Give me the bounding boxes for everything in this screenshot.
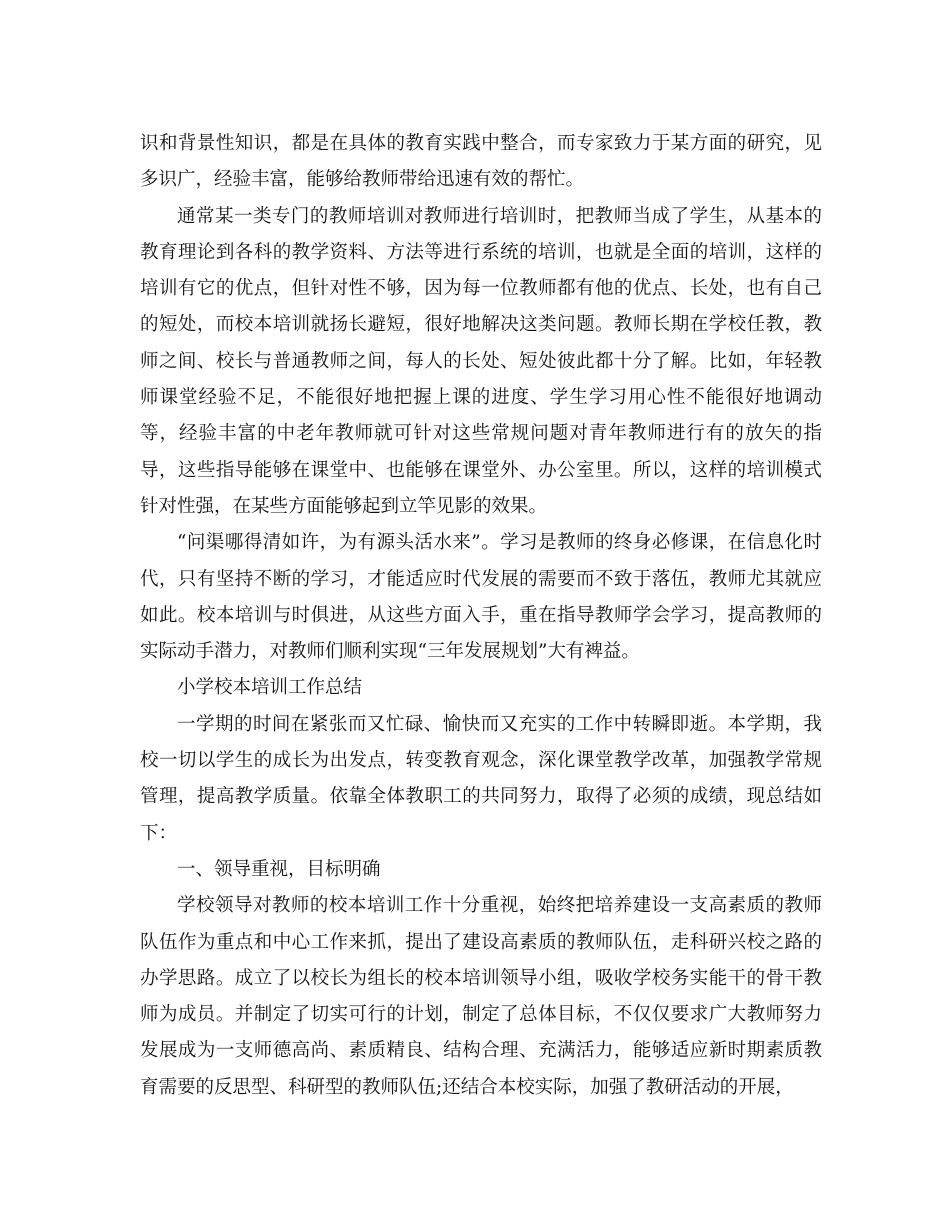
heading-leadership: 一、领导重视，目标明确: [177, 858, 381, 880]
paragraph-leadership-detail: 学校领导对教师的校本培训工作十分重视，始终把培养建设一支高素质的教师队伍作为重点和中心工作来抓，提出了建设高素质的教师队伍，走科研兴校之路的办学思路。成立了以校长为组长的校本培训领导小组，吸收学校务实能干的骨干教师为成员。并制定了切实可行的计划，制定了总体目标，不仅仅要求广大教师努力发展成为一支师德高尚、素质精良、结构合理、充满活力，能够适应新时期素质教育需要的反思型、科研型的教师队伍;还结合本校实际，加强了教研活动的开展，: [140, 895, 822, 1098]
section-title: 小学校本培训工作总结: [177, 677, 363, 699]
paragraph-semester-summary: 一学期的时间在紧张而又忙碌、愉快而又充实的工作中转瞬即逝。本学期，我校一切以学生的成长为出发点，转变教育观念，深化课堂教学改革，加强教学常规管理，提高教学质量。依靠全体教职工的共同努力，取得了必须的成绩，现总结如下：: [140, 713, 822, 844]
paragraph-lifelong-learning: “问渠哪得清如许，为有源头活水来”。学习是教师的终身必修课，在信息化时代，只有坚持不断的学习，才能适应时代发展的需要而不致于落伍，教师尤其就应如此。校本培训与时俱进，从这些方面入手，重在指导教师学会学习，提高教师的实际动手潜力，对教师们顺利实现“三年发展规划”大有裨益。: [140, 532, 822, 663]
paragraph-training-targeting: 通常某一类专门的教师培训对教师进行培训时，把教师当成了学生，从基本的教育理论到各科的教学资料、方法等进行系统的培训，也就是全面的培训，这样的培训有它的优点，但针对性不够，因为每一位教师都有他的优点、长处，也有自己的短处，而校本培训就扬长避短，很好地解决这类问题。教师长期在学校任教，教师之间、校长与普通教师之间，每人的长处、短处彼此都十分了解。比如，年轻教师课堂经验不足，不能很好地把握上课的进度、学生学习用心性不能很好地调动等，经验丰富的中老年教师就可针对这些常规问题对青年教师进行有的放矢的指导，这些指导能够在课堂中、也能够在课堂外、办公室里。所以，这样的培训模式针对性强，在某些方面能够起到立竿见影的效果。: [140, 205, 822, 517]
document-page: [140, 126, 822, 1106]
paragraph-continued-intro: 识和背景性知识，都是在具体的教育实践中整合，而专家致力于某方面的研究，见多识广，经验丰富，能够给教师带给迅速有效的帮忙。: [140, 133, 822, 191]
